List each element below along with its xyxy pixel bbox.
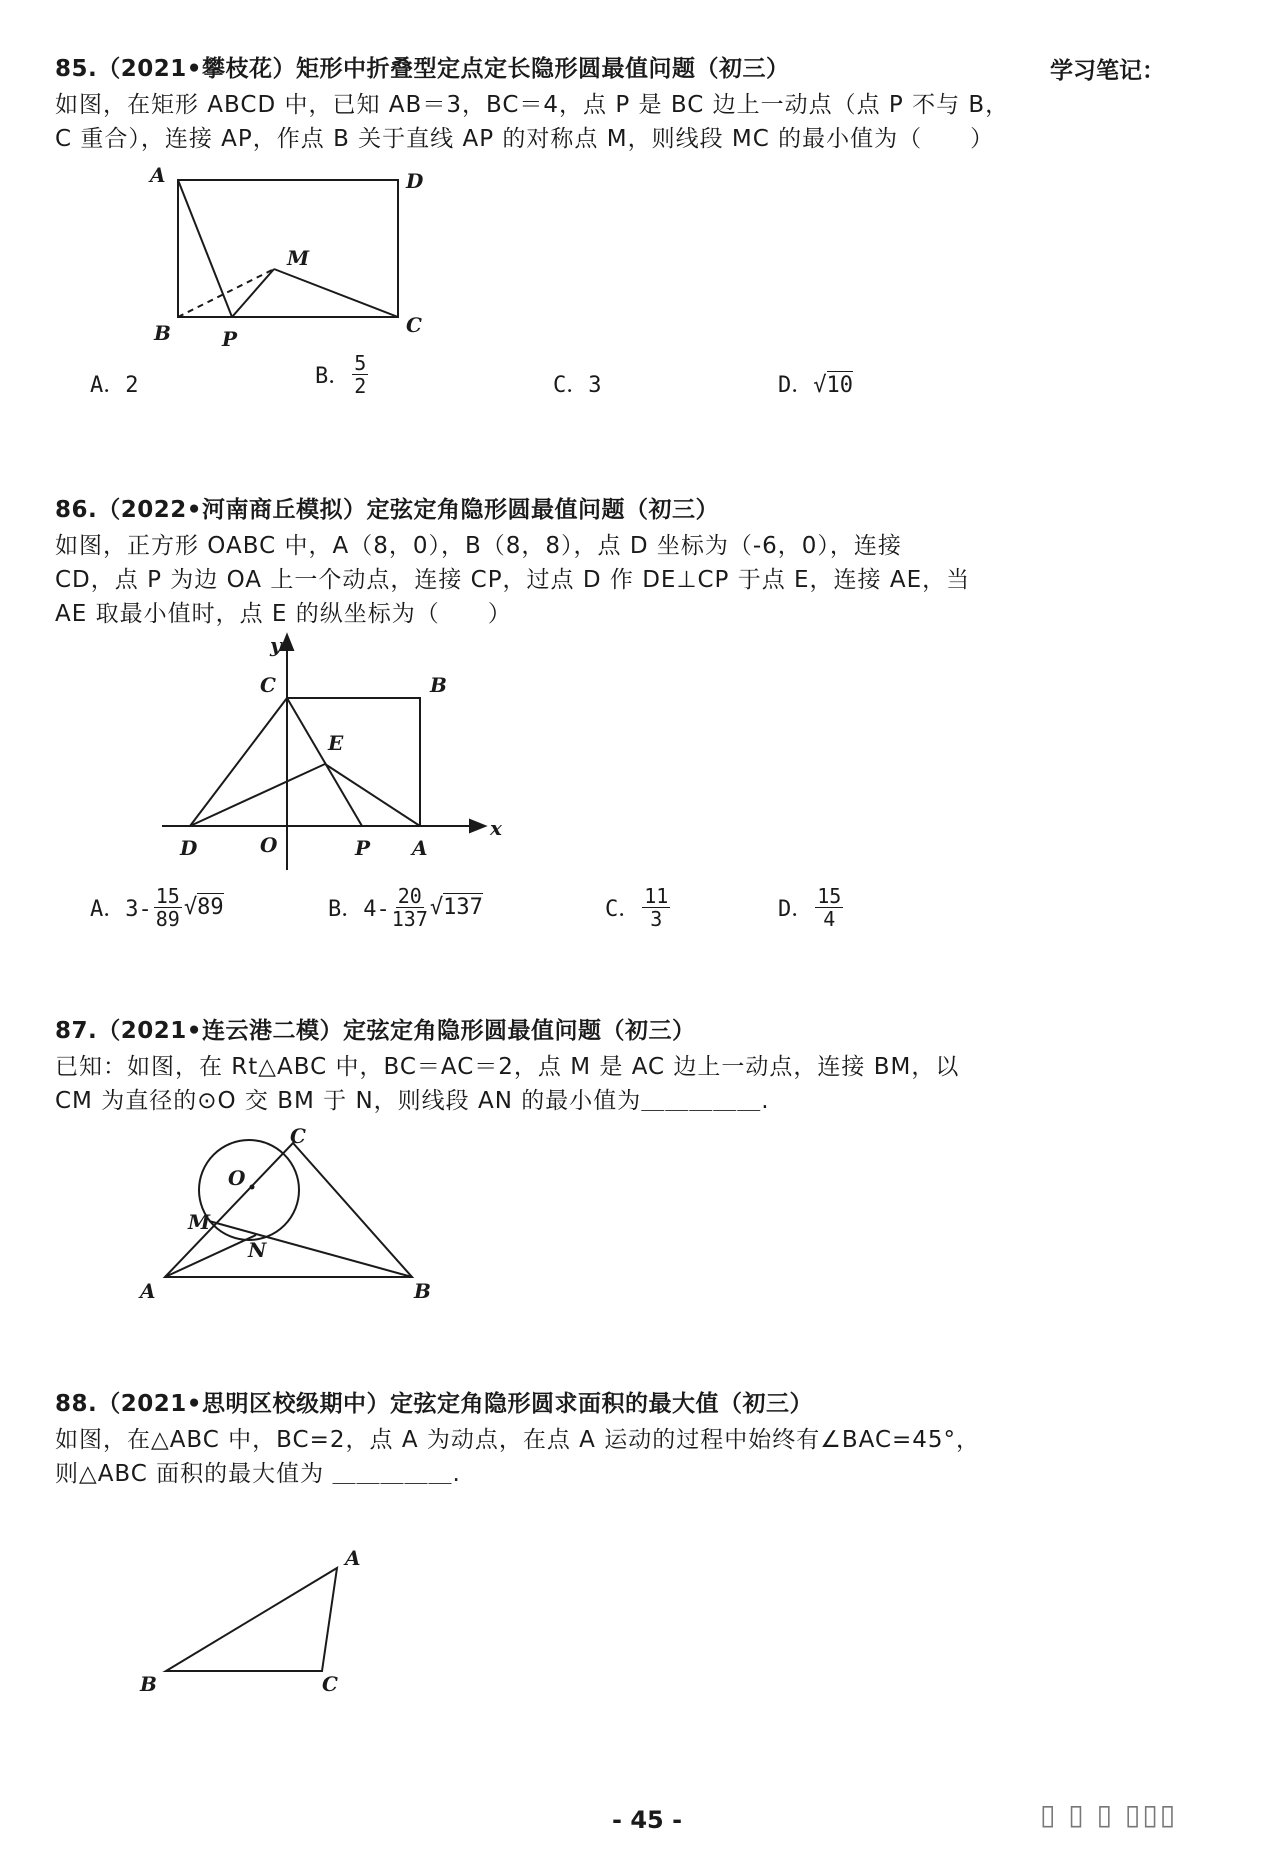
- label-a: A: [150, 163, 166, 187]
- q88-line-2: 则△ABC 面积的最大值为 ＿＿＿＿＿.: [55, 1461, 461, 1487]
- q88-figure: [130, 1535, 380, 1695]
- q85-option-d-prefix: D．: [778, 373, 814, 398]
- q85-figure: [140, 160, 440, 355]
- q85-line-2: C 重合），连接 AP，作点 B 关于直线 AP 的对称点 M，则线段 MC 的最小值为（ ）: [55, 126, 995, 152]
- label-p: P: [355, 836, 371, 860]
- segment-ap: [178, 180, 232, 317]
- fraction-numerator: 15: [155, 884, 180, 908]
- label-a: A: [140, 1279, 156, 1303]
- segment-pm: [232, 269, 274, 317]
- q85-option-d: [778, 368, 853, 399]
- segment-cp: [287, 698, 362, 826]
- q87-title: 87.（2021•连云港二模）定弦定角隐形圆最值问题（初三）: [55, 1018, 696, 1044]
- q86-line-3: AE 取最小值时，点 E 的纵坐标为（ ）: [55, 601, 512, 627]
- label-m: M: [188, 1210, 211, 1234]
- square-oabc: [287, 698, 420, 826]
- label-x: x: [490, 816, 502, 840]
- q86-option-b-prefix: B．4-: [328, 897, 390, 922]
- segment-mc: [274, 269, 398, 317]
- q88-title: 88.（2021•思明区校级期中）定弦定角隐形圆求面积的最大值（初三）: [55, 1391, 813, 1417]
- q86-option-d: [778, 885, 845, 930]
- label-d: D: [180, 836, 198, 860]
- label-b: B: [154, 321, 171, 345]
- label-b: B: [414, 1279, 431, 1303]
- q86-option-d-fraction: [815, 885, 843, 930]
- label-c: C: [406, 313, 422, 337]
- q85-option-b: [315, 352, 370, 397]
- fraction-numerator: 15: [817, 884, 842, 908]
- segment-bm-dashed: [178, 269, 274, 317]
- segment-an: [165, 1235, 256, 1277]
- q87-figure: [130, 1125, 450, 1305]
- label-m: M: [287, 246, 310, 270]
- label-n: N: [248, 1238, 267, 1262]
- label-c: C: [260, 673, 276, 697]
- q86-option-a-prefix: A．3-: [90, 897, 152, 922]
- label-b: B: [140, 1672, 157, 1695]
- q85-option-b-fraction: [352, 352, 368, 397]
- q85-title: 85.（2021•攀枝花）矩形中折叠型定点定长隐形圆最值问题（初三）: [55, 56, 790, 82]
- y-axis-arrow-icon: [281, 635, 293, 650]
- fraction-denominator: 137: [391, 907, 428, 931]
- radicand: 137: [443, 895, 483, 920]
- q86-figure: [150, 630, 530, 875]
- q86-option-c: [605, 885, 672, 930]
- sqrt-icon: √10: [813, 373, 853, 398]
- q86-line-2: CD，点 P 为边 OA 上一个动点，连接 CP，过点 D 作 DE⊥CP 于点 E，连接 AE，当: [55, 567, 971, 593]
- label-c: C: [322, 1672, 338, 1695]
- q85-option-a: A．2: [90, 373, 139, 398]
- label-c: C: [290, 1125, 306, 1148]
- segment-de: [190, 764, 325, 826]
- center-point-o: [250, 1185, 255, 1190]
- triangle-abc: [166, 1568, 337, 1671]
- fraction-numerator: 11: [644, 884, 669, 908]
- fraction-numerator: 5: [354, 351, 367, 375]
- sqrt-icon: √137: [429, 895, 483, 920]
- radicand: 10: [826, 373, 853, 398]
- radicand: 89: [197, 895, 224, 920]
- segment-bm: [209, 1221, 412, 1277]
- label-e: E: [328, 731, 344, 755]
- label-p: P: [222, 327, 238, 351]
- fraction-denominator: 89: [155, 907, 180, 931]
- q86-title: 86.（2022•河南商丘模拟）定弦定角隐形圆最值问题（初三）: [55, 497, 719, 523]
- toolbar-icons[interactable]: ▯ ▯ ▯ ▯▯▯: [1040, 1798, 1178, 1831]
- sqrt-icon: √89: [183, 895, 224, 920]
- q86-option-c-fraction: [642, 885, 670, 930]
- x-axis-arrow-icon: [470, 820, 485, 832]
- notes-label: 学习笔记：: [1050, 58, 1165, 84]
- q86-option-b-fraction: [392, 885, 428, 930]
- fraction-denominator: 2: [354, 374, 367, 398]
- q85-option-b-prefix: B．: [315, 364, 351, 389]
- segment-dc: [190, 698, 287, 826]
- label-o: O: [228, 1166, 246, 1190]
- page-number: - 45 -: [612, 1806, 683, 1834]
- label-d: D: [406, 169, 424, 193]
- q85-line-1: 如图，在矩形 ABCD 中，已知 AB＝3，BC＝4，点 P 是 BC 边上一动点（点 P 不与 B，: [55, 92, 1010, 118]
- q85-option-c: C．3: [553, 373, 602, 398]
- label-a: A: [345, 1546, 361, 1570]
- q87-line-2: CM 为直径的⊙O 交 BM 于 N，则线段 AN 的最小值为＿＿＿＿＿.: [55, 1088, 770, 1114]
- fraction-numerator: 20: [397, 884, 422, 908]
- q86-option-b: [328, 885, 483, 930]
- q86-option-a: [90, 885, 224, 930]
- label-y: y: [270, 633, 282, 657]
- label-o: O: [260, 833, 278, 857]
- q88-line-1: 如图，在△ABC 中，BC=2，点 A 为动点，在点 A 运动的过程中始终有∠BAC=45°，: [55, 1427, 981, 1453]
- label-a: A: [412, 836, 428, 860]
- q86-option-d-prefix: D．: [778, 897, 814, 922]
- segment-ea: [325, 764, 420, 826]
- q86-line-1: 如图，正方形 OABC 中，A（8，0），B（8，8），点 D 坐标为（-6，0），连接: [55, 533, 902, 559]
- q86-option-a-fraction: [154, 885, 182, 930]
- fraction-denominator: 4: [823, 907, 836, 931]
- q86-option-c-prefix: C．: [605, 897, 641, 922]
- q87-line-1: 已知：如图，在 Rt△ABC 中，BC＝AC＝2，点 M 是 AC 边上一动点，连接 BM，以: [55, 1054, 960, 1080]
- fraction-denominator: 3: [650, 907, 663, 931]
- label-b: B: [430, 673, 447, 697]
